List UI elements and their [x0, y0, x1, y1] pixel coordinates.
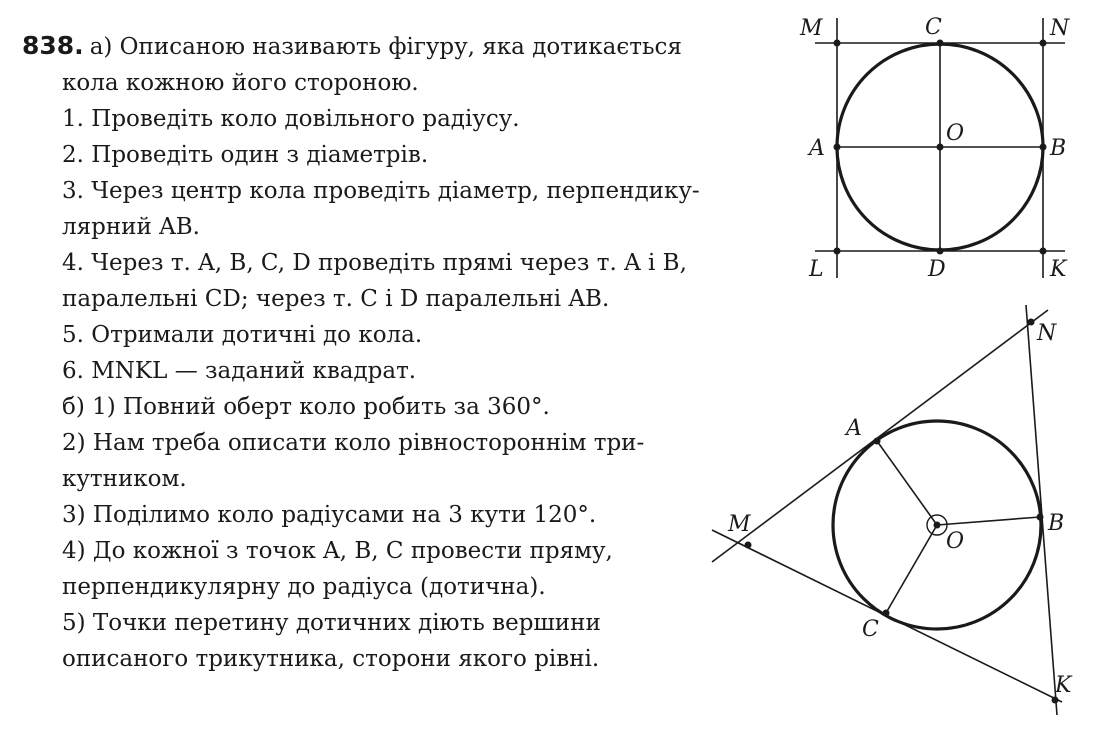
- text-line-9: 5. Отримали дотичні до кола.: [62, 322, 423, 348]
- text-line-8: паралельні CD; через т. C і D паралельні AB.: [62, 286, 610, 312]
- text-line-10: 6. MNKL — заданий квадрат.: [62, 358, 417, 384]
- text-line-7: 4. Через т. A, B, C, D проведіть прямі через т. A і B,: [62, 250, 687, 276]
- label-b2: B: [1048, 511, 1065, 536]
- text-line-18: описаного трикутника, сторони якого рівні.: [62, 646, 600, 672]
- label-n2: N: [1037, 321, 1057, 346]
- tangent-mn: [712, 310, 1048, 562]
- radius-ob: [937, 517, 1040, 525]
- label-d: D: [928, 257, 946, 282]
- label-a: A: [809, 136, 825, 161]
- label-l: L: [809, 257, 824, 282]
- label-c: C: [925, 15, 942, 40]
- text-line-14: 3) Поділимо коло радіусами на 3 кути 120°.: [62, 502, 597, 528]
- point-m2: [745, 542, 752, 549]
- label-n: N: [1050, 16, 1070, 41]
- point-n2: [1028, 319, 1035, 326]
- label-m2: M: [728, 512, 751, 537]
- text-line-15: 4) До кожної з точок A, B, C провести пряму,: [62, 538, 613, 564]
- point-c2: [883, 610, 890, 617]
- text-line-6: лярний AB.: [62, 214, 200, 240]
- label-c2: C: [862, 617, 879, 642]
- problem-number: 838.: [22, 31, 84, 60]
- radius-oa: [877, 441, 937, 525]
- label-a2: A: [846, 416, 862, 441]
- text-line-12: 2) Нам треба описати коло рівностороннім три-: [62, 430, 645, 456]
- text-line-16: перпендикулярну до радіуса (дотична).: [62, 574, 546, 600]
- label-k: K: [1050, 257, 1067, 282]
- point-o2: [934, 522, 941, 529]
- text-line-3: 1. Проведіть коло довільного радіусу.: [62, 106, 520, 132]
- text-line-1: 838. а) Описаною називають фігуру, яка дотикається: [22, 31, 682, 60]
- label-b: B: [1050, 136, 1067, 161]
- text-line-17: 5) Точки перетину дотичних діють вершини: [62, 610, 601, 636]
- text-line-13: кутником.: [62, 466, 187, 492]
- text-line-5: 3. Через центр кола проведіть діаметр, перпендику-: [62, 178, 700, 204]
- label-o: O: [946, 121, 965, 146]
- label-k2: K: [1055, 673, 1072, 698]
- radius-oc: [886, 525, 937, 613]
- text-line-4: 2. Проведіть один з діаметрів.: [62, 142, 429, 168]
- text-line-2: кола кожною його стороною.: [62, 70, 419, 96]
- point-b2: [1037, 514, 1044, 521]
- point-a2: [874, 438, 881, 445]
- label-m: M: [800, 16, 823, 41]
- label-o2: O: [946, 529, 965, 554]
- text-line-11: б) 1) Повний оберт коло робить за 360°.: [62, 394, 550, 420]
